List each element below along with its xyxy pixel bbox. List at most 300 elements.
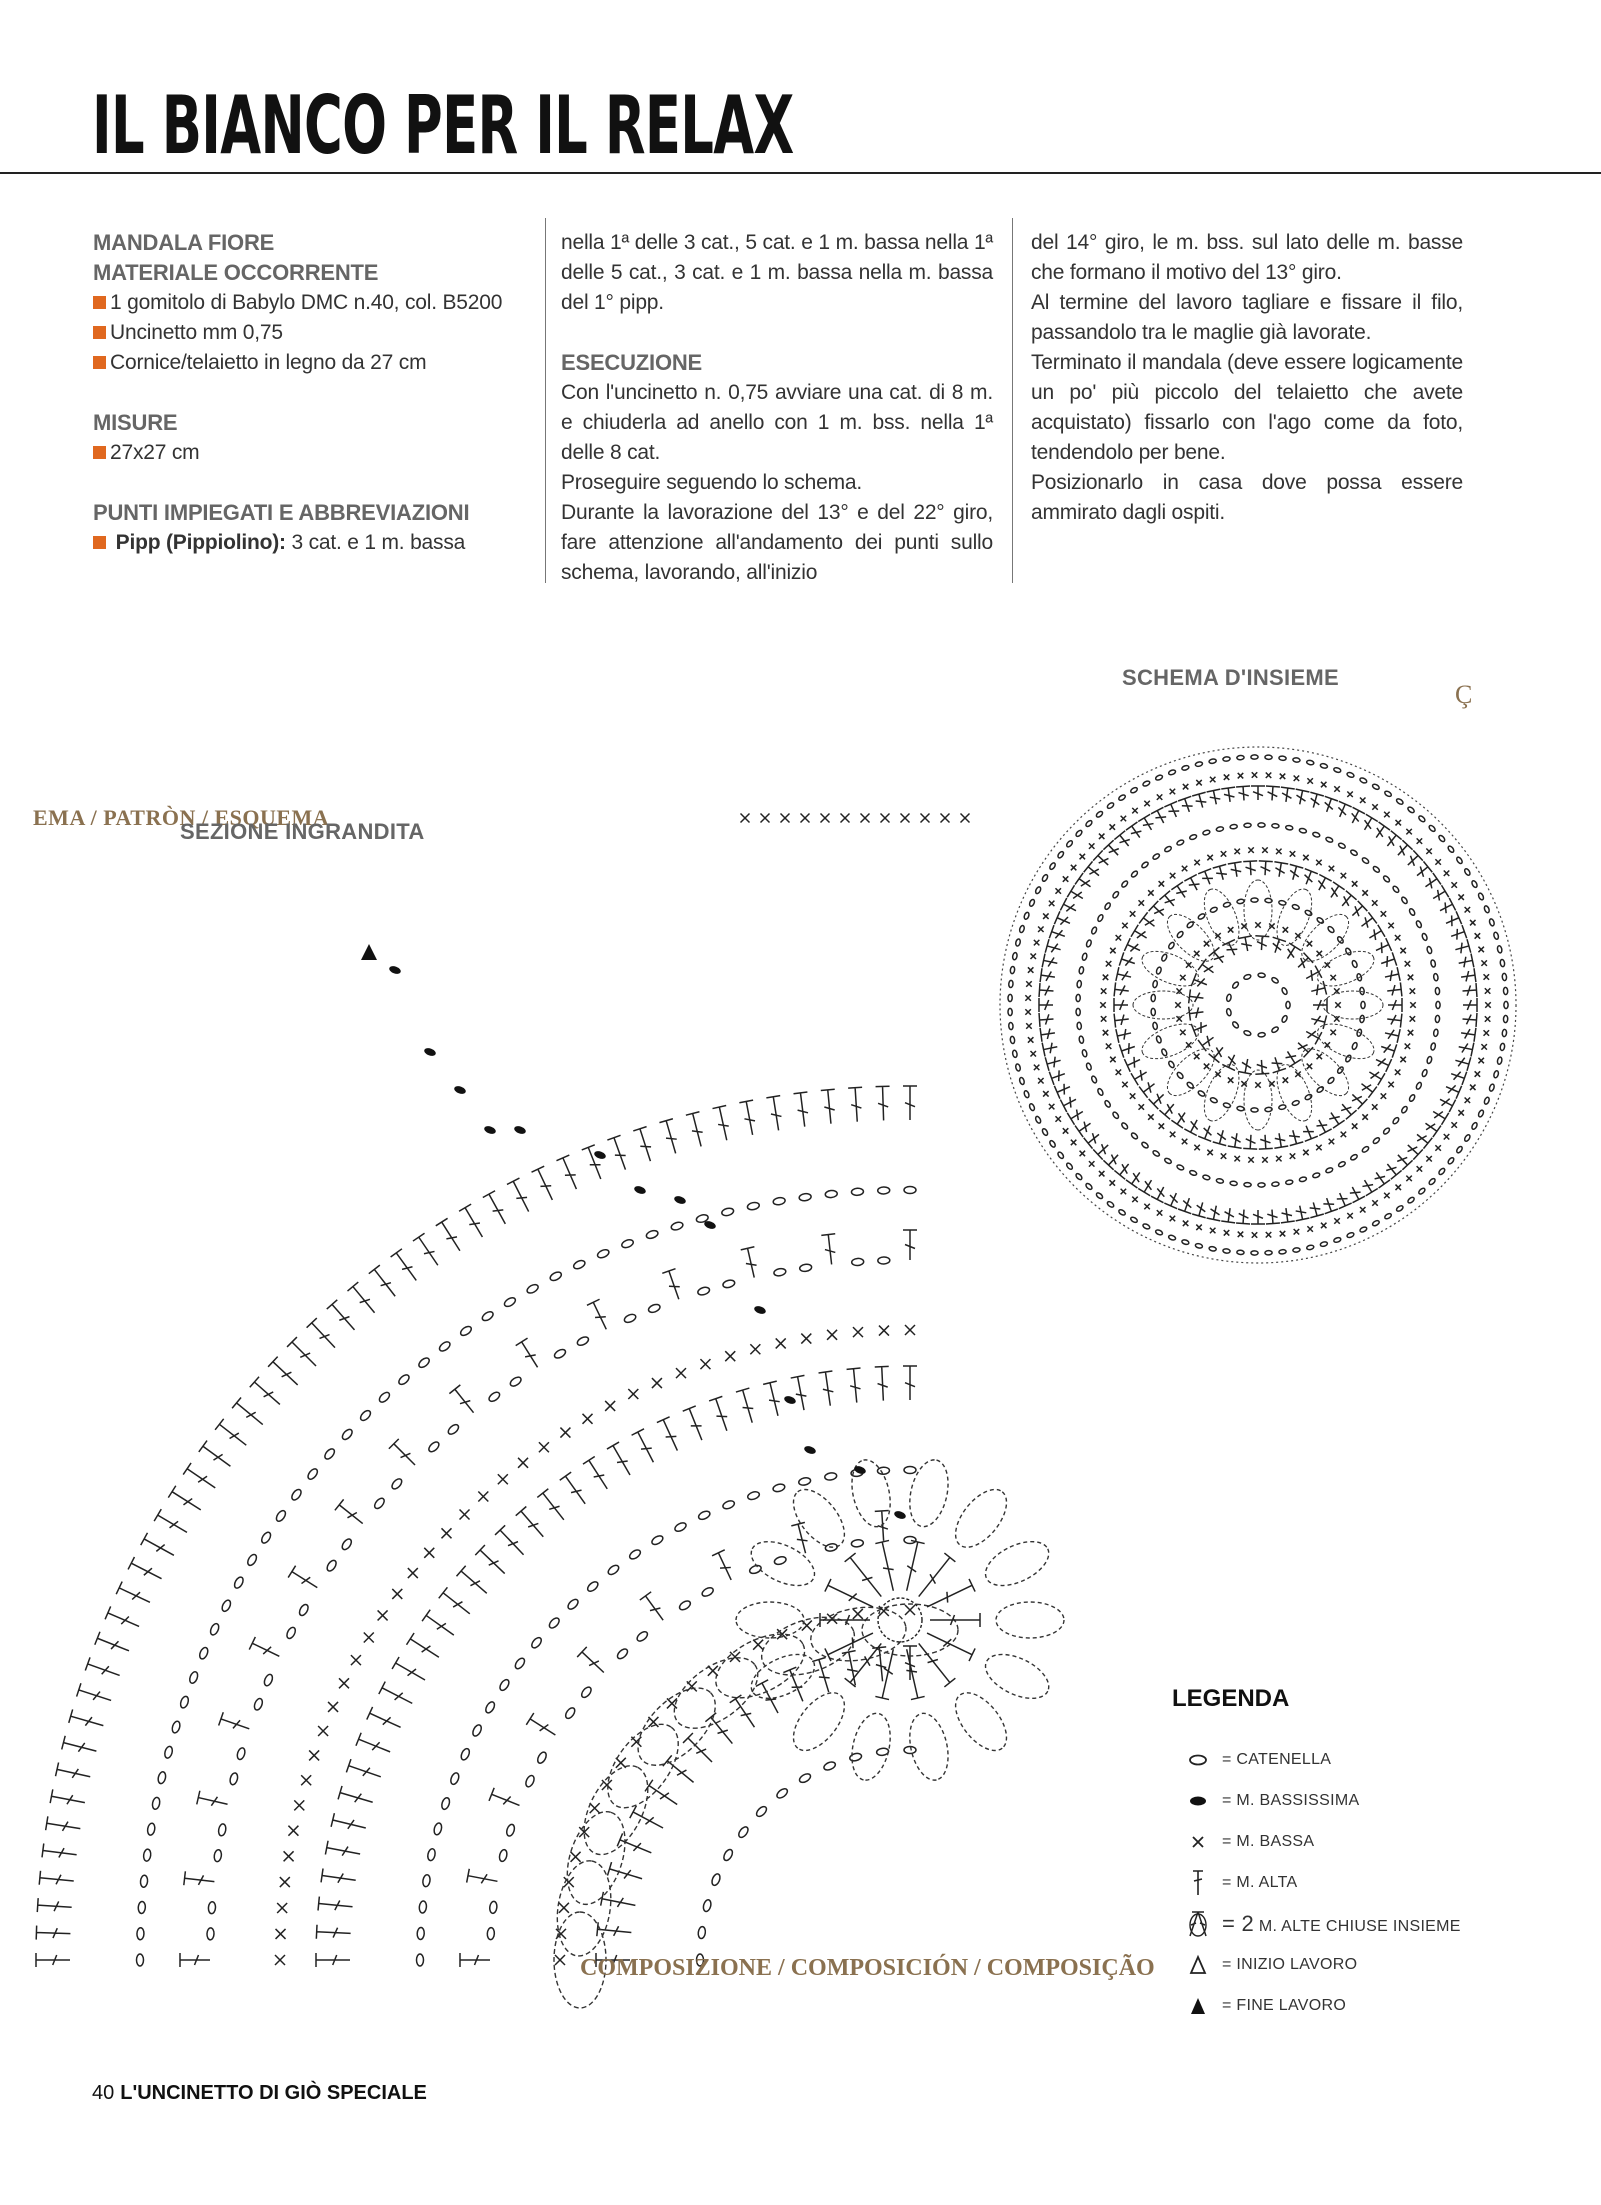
double-crochet-mark	[1192, 1202, 1205, 1217]
double-crochet-mark	[1440, 1099, 1456, 1112]
chain-stitch-mark	[1345, 1054, 1352, 1062]
chain-stitch-mark	[747, 1201, 760, 1210]
single-crochet-mark	[1341, 873, 1347, 879]
single-crochet-mark	[853, 1609, 863, 1619]
finish-text: Al termine del lavoro tagliare e fissare il filo, passandolo tra le maglie già lavorate.	[1031, 291, 1463, 344]
single-crochet-mark	[1071, 865, 1077, 871]
chain-stitch-mark	[1066, 840, 1074, 848]
single-crochet-mark	[1026, 981, 1032, 987]
double-crochet-mark	[1440, 898, 1456, 913]
single-crochet-mark	[1110, 1180, 1116, 1186]
chain-stitch-mark	[397, 1373, 411, 1386]
single-crochet-mark	[1317, 951, 1323, 957]
double-crochet-mark	[1209, 1047, 1223, 1062]
chain-stitch-mark	[1396, 1205, 1404, 1213]
chain-stitch-mark	[1097, 1088, 1104, 1096]
chain-stitch-mark	[747, 1490, 761, 1500]
mount-text: Terminato il mandala (deve essere logicamente un po' più piccolo del telaietto che avete acquistato) fissarlo con l'ago come da foto, tendendolo per bene.	[1031, 351, 1463, 464]
double-crochet-mark	[1213, 1130, 1226, 1145]
materials-heading: MATERIALE OCCORRENTE	[93, 260, 379, 285]
chain-stitch-mark	[645, 1229, 659, 1240]
double-crochet-mark	[1306, 966, 1322, 981]
single-crochet-mark	[1080, 854, 1086, 860]
double-crochet-mark	[1310, 792, 1323, 807]
single-crochet-mark	[676, 1368, 686, 1378]
double-crochet-mark	[1171, 882, 1186, 898]
chain-stitch-mark	[1281, 987, 1288, 995]
single-crochet-mark	[1157, 1210, 1163, 1216]
chain-stitch-mark	[1345, 947, 1352, 955]
chain-stitch-mark	[1151, 1008, 1156, 1015]
double-crochet-mark	[154, 1509, 187, 1532]
chain-stitch-mark	[1456, 1145, 1464, 1153]
double-crochet-mark	[449, 1385, 473, 1413]
single-crochet-mark	[1372, 804, 1378, 810]
single-crochet-mark	[1116, 935, 1122, 941]
single-crochet-mark	[753, 1640, 763, 1650]
slip-stitch-mark	[803, 1445, 817, 1456]
single-crochet-mark	[1170, 789, 1176, 795]
single-crochet-mark	[1290, 1153, 1296, 1159]
chain-stitch-mark	[390, 1477, 403, 1491]
double-crochet-mark	[903, 1366, 917, 1400]
single-crochet-mark	[1395, 1070, 1401, 1076]
chain-stitch-mark	[157, 1771, 167, 1784]
single-crochet-mark	[1110, 824, 1116, 830]
slip-stitch-mark	[633, 1185, 647, 1196]
chain-stitch-mark	[447, 1423, 461, 1436]
chain-stitch-mark	[487, 1927, 495, 1939]
single-crochet-mark	[1321, 1223, 1327, 1229]
double-crochet-mark	[1251, 1210, 1265, 1224]
chain-stitch-mark	[1237, 755, 1244, 760]
chain-stitch-mark	[1202, 830, 1210, 836]
chain-stitch-mark	[1112, 891, 1120, 899]
material-item: Uncinetto mm 0,75	[93, 318, 525, 348]
double-crochet-mark	[1189, 989, 1204, 1003]
single-crochet-mark	[1330, 1030, 1336, 1036]
single-crochet-mark	[1183, 784, 1189, 790]
single-crochet-mark	[1252, 1232, 1258, 1238]
double-crochet-mark	[1425, 873, 1440, 888]
single-crochet-mark	[1410, 1002, 1416, 1008]
chain-stitch-mark	[1130, 1132, 1138, 1140]
chain-stitch-mark	[824, 1472, 837, 1481]
double-crochet-mark	[1329, 1113, 1344, 1129]
flower-petal	[846, 1456, 896, 1530]
chain-stitch-mark	[628, 1548, 642, 1561]
chain-stitch-mark	[586, 1580, 600, 1593]
chain-stitch-mark	[1019, 925, 1025, 933]
single-crochet-mark	[328, 1702, 338, 1712]
chain-stitch-mark	[1152, 980, 1158, 988]
chain-stitch-mark	[1503, 987, 1508, 994]
chain-stitch-mark	[904, 1187, 916, 1194]
double-crochet-mark	[1060, 1097, 1076, 1112]
chain-stitch-mark	[233, 1576, 245, 1590]
chain-stitch-mark	[1372, 783, 1380, 790]
double-crochet-mark	[1213, 864, 1227, 879]
page-number: 40	[92, 2082, 115, 2104]
double-crochet-mark	[556, 1155, 576, 1189]
chain-stitch-mark	[722, 1848, 734, 1862]
chain-stitch-mark	[1141, 861, 1149, 869]
double-crochet-mark	[1114, 831, 1129, 846]
chain-stitch-mark	[1195, 1243, 1203, 1249]
chain-stitch-mark	[1189, 1170, 1197, 1177]
chain-stitch-mark	[1333, 767, 1341, 773]
composition-label: COMPOSIZIONE / COMPOSICIÓN / COMPOSIÇÃO	[580, 1955, 1155, 1981]
chain-stitch-mark	[1232, 1021, 1240, 1029]
double-crochet-mark	[903, 1086, 917, 1120]
single-crochet-mark	[1410, 1016, 1416, 1022]
chain-stitch-mark	[1181, 765, 1189, 771]
chain-stitch-mark	[137, 1928, 144, 1940]
chain-stitch-mark	[1012, 1050, 1018, 1058]
double-crochet-mark	[1054, 911, 1070, 924]
chain-stitch-mark	[1176, 1164, 1184, 1171]
double-crochet-mark	[607, 1135, 625, 1169]
single-crochet-mark	[1276, 849, 1282, 855]
double-crochet-mark	[1192, 792, 1206, 807]
double-crochet-mark	[875, 1649, 893, 1699]
double-crochet-mark	[1369, 925, 1385, 940]
slip-stitch-mark	[423, 1047, 437, 1058]
single-crochet-mark	[1100, 1002, 1106, 1008]
double-crochet-mark	[683, 1733, 712, 1762]
chain-stitch-mark	[1489, 918, 1495, 926]
double-crochet-mark	[1318, 874, 1331, 890]
double-crochet-mark	[1376, 938, 1392, 953]
double-crochet-mark	[232, 1397, 263, 1424]
double-crochet-mark	[36, 1926, 70, 1940]
double-crochet-mark	[36, 1953, 70, 1967]
single-crochet-mark	[1221, 1153, 1227, 1159]
chain-stitch-mark	[1152, 1022, 1158, 1030]
single-crochet-mark	[1121, 816, 1127, 822]
single-crochet-mark	[1132, 808, 1138, 814]
enlarged-section	[36, 814, 1064, 2009]
double-crochet-mark	[659, 1119, 676, 1154]
end-marker	[361, 944, 377, 960]
chain-stitch-mark	[1265, 1251, 1272, 1256]
chain-stitch-mark	[1076, 1008, 1080, 1015]
flower-petal	[946, 1481, 1017, 1557]
single-crochet-mark	[1262, 847, 1268, 853]
chain-stitch-mark	[1095, 1192, 1103, 1200]
double-crochet-mark	[250, 1377, 280, 1405]
double-crochet-mark	[1337, 1193, 1352, 1209]
single-crochet-mark	[1276, 1156, 1282, 1162]
chain-stitch-mark	[1489, 1084, 1495, 1092]
double-crochet-mark	[532, 1166, 553, 1200]
double-crochet-mark	[1385, 1029, 1400, 1043]
chain-stitch-mark	[306, 1467, 319, 1481]
chain-stitch-mark	[1428, 824, 1436, 832]
double-crochet-mark	[1039, 998, 1053, 1012]
chain-stitch-mark	[524, 1774, 535, 1788]
chain-stitch-mark	[1195, 761, 1203, 767]
double-crochet-mark	[1049, 925, 1065, 938]
stray-glyph: Ç	[1455, 680, 1473, 709]
double-crochet-mark	[516, 1507, 544, 1537]
double-crochet-mark	[1236, 1210, 1250, 1224]
double-crochet-mark	[1139, 912, 1154, 926]
double-crochet-mark	[338, 1786, 373, 1802]
double-crochet-mark	[1259, 1135, 1273, 1149]
double-crochet-mark	[56, 1763, 91, 1778]
slip-stitch-mark	[673, 1195, 687, 1206]
slip-stitch-mark	[483, 1125, 497, 1136]
double-crochet-mark	[1386, 1164, 1401, 1179]
overview-petal	[1137, 944, 1203, 993]
chain-stitch-mark	[1104, 1100, 1111, 1108]
double-crochet-mark	[577, 1647, 604, 1673]
chain-stitch-mark	[1077, 980, 1082, 988]
single-crochet-mark	[1207, 855, 1213, 861]
legend-item: = M. ALTA	[1180, 1868, 1297, 1898]
chain-stitch-mark	[1258, 1183, 1265, 1187]
double-crochet-mark	[842, 1651, 858, 1686]
single-crochet-mark	[1478, 1058, 1484, 1064]
double-crochet-mark	[537, 1489, 564, 1520]
single-crochet-mark	[1139, 900, 1145, 906]
double-crochet-mark	[1281, 1208, 1295, 1223]
chain-stitch-mark	[1392, 1117, 1400, 1125]
chain-stitch-mark	[1085, 820, 1093, 828]
double-crochet-mark	[507, 1178, 529, 1211]
single-crochet-mark	[555, 1955, 565, 1965]
chain-stitch-mark	[1230, 1181, 1238, 1186]
single-crochet-mark	[1194, 1054, 1200, 1060]
page-footer	[92, 2082, 427, 2105]
chain-stitch-mark	[1292, 904, 1300, 911]
single-crochet-mark	[1228, 927, 1234, 933]
chain-stitch-mark	[1346, 772, 1354, 779]
chain-stitch-mark	[1346, 1232, 1354, 1239]
double-crochet-mark	[1387, 1014, 1402, 1028]
single-crochet-mark	[1395, 935, 1401, 941]
chain-stitch-mark	[737, 1825, 750, 1839]
single-crochet-mark	[590, 1803, 600, 1813]
center-ring	[878, 1598, 922, 1642]
attention-text: Durante la lavorazione del 13° e del 22° giro, fare attenzione all'andamento dei punti sullo schema, lavorando, all'inizio	[561, 501, 993, 584]
single-crochet-mark	[1099, 834, 1105, 840]
double-crochet-mark	[587, 1299, 606, 1329]
chain-stitch-mark	[904, 1467, 916, 1474]
single-crochet-mark	[821, 814, 830, 823]
chain-stitch-mark	[179, 1695, 190, 1709]
single-crochet-mark	[761, 814, 770, 823]
single-crochet-mark	[478, 1491, 488, 1501]
single-crochet-mark	[1444, 870, 1450, 876]
double-crochet-mark	[1361, 1084, 1376, 1098]
chain-icon	[1186, 1750, 1210, 1770]
single-crochet-mark	[1106, 1043, 1112, 1049]
chain-stitch-mark	[1281, 1015, 1288, 1023]
chain-stitch-mark	[503, 1296, 517, 1308]
single-crochet-mark	[725, 1351, 735, 1361]
double-crochet-mark	[1124, 1057, 1140, 1072]
chain-stitch-mark	[526, 1283, 540, 1295]
double-crochet-mark	[1417, 861, 1432, 876]
overview-petal	[1323, 991, 1383, 1019]
single-crochet-mark	[1478, 947, 1484, 953]
double-crochet-mark	[1060, 898, 1076, 911]
double-crochet-mark	[1341, 1104, 1356, 1119]
chain-stitch-mark	[1076, 994, 1080, 1001]
chain-stitch-mark	[1091, 1075, 1098, 1083]
single-crochet-mark	[1352, 1123, 1358, 1129]
chain-stitch-mark	[1008, 1022, 1013, 1030]
legend-item: = M. BASSISSIMA	[1180, 1786, 1359, 1816]
single-crochet-mark	[1329, 1139, 1335, 1145]
chain-stitch-mark	[1361, 1146, 1369, 1154]
chain-stitch-mark	[1464, 868, 1471, 876]
single-crochet-mark	[1025, 995, 1031, 1001]
chain-stitch-mark	[1142, 780, 1150, 787]
single-crochet-icon	[1186, 1832, 1210, 1852]
overview-schema	[1000, 747, 1516, 1263]
chain-stitch-mark	[798, 1477, 811, 1486]
double-crochet-mark	[1040, 968, 1055, 982]
double-crochet-mark	[168, 1486, 200, 1510]
single-crochet-mark	[1484, 1030, 1490, 1036]
single-crochet-mark	[1360, 797, 1366, 803]
single-crochet-mark	[1481, 960, 1487, 966]
chain-stitch-mark	[1244, 823, 1251, 828]
double-crochet-mark	[1114, 982, 1129, 996]
double-crochet-mark	[1352, 807, 1365, 823]
chain-stitch-mark	[647, 1303, 661, 1314]
chain-stitch-mark	[650, 1534, 664, 1546]
chain-stitch-mark	[1168, 1234, 1176, 1240]
single-crochet-mark	[1194, 951, 1200, 957]
double-crochet-mark	[1342, 891, 1356, 906]
chain-stitch-mark	[1327, 926, 1335, 934]
flower-petal	[846, 1710, 896, 1784]
chain-stitch-mark	[572, 1259, 586, 1270]
size-item: 27x27 cm	[93, 438, 525, 468]
double-crochet-mark	[845, 1553, 882, 1596]
chain-stitch-mark	[1418, 1187, 1426, 1195]
double-crochet-mark	[1461, 1028, 1476, 1042]
chain-stitch-mark	[678, 1599, 692, 1611]
chain-stitch-mark	[323, 1447, 336, 1461]
chain-stitch-mark	[1049, 1140, 1057, 1148]
double-crochet-mark	[105, 1606, 139, 1626]
double-crochet-mark	[356, 1733, 390, 1752]
chain-stitch-mark	[1085, 1182, 1093, 1190]
double-crochet-mark	[1433, 885, 1449, 900]
double-crochet-mark	[847, 1368, 861, 1403]
chain-stitch-mark	[325, 1559, 338, 1573]
single-crochet-mark	[841, 814, 850, 823]
single-crochet-mark	[853, 1327, 863, 1337]
chain-stitch-mark	[1372, 865, 1380, 873]
double-crochet-mark	[219, 1712, 250, 1729]
double-crochet-mark	[1151, 1187, 1164, 1203]
double-crochet-mark	[794, 1092, 808, 1127]
chain-stitch-mark	[616, 1647, 630, 1660]
single-crochet-mark	[1341, 1132, 1347, 1138]
chain-stitch-mark	[1338, 1161, 1346, 1168]
chain-stitch-mark	[1023, 1090, 1030, 1098]
double-crochet-mark	[379, 1682, 412, 1704]
chain-stitch-mark	[722, 1279, 735, 1289]
overview-label: SCHEMA D'INSIEME	[1122, 665, 1340, 690]
chain-stitch-mark	[147, 1823, 156, 1836]
slip-stitch-mark	[453, 1085, 467, 1096]
double-crochet-mark	[439, 1587, 470, 1614]
chain-stitch-mark	[1478, 892, 1485, 900]
flower-petal	[784, 1684, 855, 1760]
double-crochet-mark	[331, 1813, 366, 1829]
chain-stitch-mark	[1008, 1008, 1012, 1015]
double-crochet-mark	[583, 1457, 607, 1489]
chain-stitch-mark	[1320, 763, 1328, 769]
double-crochet-mark	[197, 1791, 228, 1806]
chain-stitch-mark	[1164, 845, 1172, 852]
chain-stitch-mark	[422, 1874, 431, 1887]
chain-stitch-mark	[1209, 1246, 1217, 1251]
single-crochet-mark	[1170, 1132, 1176, 1138]
single-crochet-mark	[571, 1852, 581, 1862]
double-crochet-mark	[392, 1657, 425, 1680]
single-crochet-mark	[1110, 948, 1116, 954]
double-crochet-mark	[184, 1871, 215, 1885]
chain-stitch-mark	[207, 1928, 214, 1940]
single-crochet-mark	[1458, 894, 1464, 900]
single-crochet-mark	[1043, 913, 1049, 919]
double-crochet-mark	[633, 1127, 651, 1161]
single-crochet-mark	[1148, 1114, 1154, 1120]
single-crochet-mark	[1224, 774, 1230, 780]
flower-petal	[996, 1602, 1064, 1638]
chain-stitch-mark	[1426, 946, 1432, 954]
chain-stitch-mark	[1066, 1162, 1074, 1170]
chain-stitch-mark	[509, 1375, 523, 1388]
chain-stitch-mark	[1209, 758, 1217, 763]
chain-stitch-mark	[1433, 1029, 1438, 1037]
chain-stitch-mark	[1008, 980, 1013, 988]
chain-stitch-mark	[1426, 1056, 1432, 1064]
single-crochet-mark	[801, 1334, 811, 1344]
chain-stitch-mark	[799, 1193, 812, 1202]
single-crochet-mark	[1405, 961, 1411, 967]
chain-stitch-mark	[1306, 1245, 1314, 1251]
single-crochet-mark	[378, 1610, 388, 1620]
double-crochet-mark	[1455, 939, 1470, 953]
single-crochet-mark	[1238, 773, 1244, 779]
single-crochet-mark	[583, 1414, 593, 1424]
single-crochet-mark	[1034, 1065, 1040, 1071]
double-crochet-mark	[741, 1247, 757, 1278]
single-crochet-mark	[1034, 940, 1040, 946]
double-crochet-mark	[141, 1533, 174, 1556]
chain-stitch-mark	[773, 1555, 787, 1565]
double-crochet-mark	[1164, 1193, 1177, 1209]
chain-stitch-mark	[1015, 1063, 1021, 1071]
double-crochet-mark	[1228, 862, 1242, 877]
chain-stitch-mark	[459, 1325, 473, 1338]
double-crochet-mark	[906, 1649, 924, 1699]
chain-stitch-mark	[1251, 898, 1258, 902]
single-crochet-mark	[1485, 988, 1491, 994]
execution-text: Con l'uncinetto n. 0,75 avviare una cat. di 8 m. e chiuderla ad anello con 1 m. bss. nella 1ª delle 8 cat.	[561, 381, 993, 464]
single-crochet-mark	[1210, 777, 1216, 783]
chain-stitch-mark	[1230, 824, 1238, 829]
